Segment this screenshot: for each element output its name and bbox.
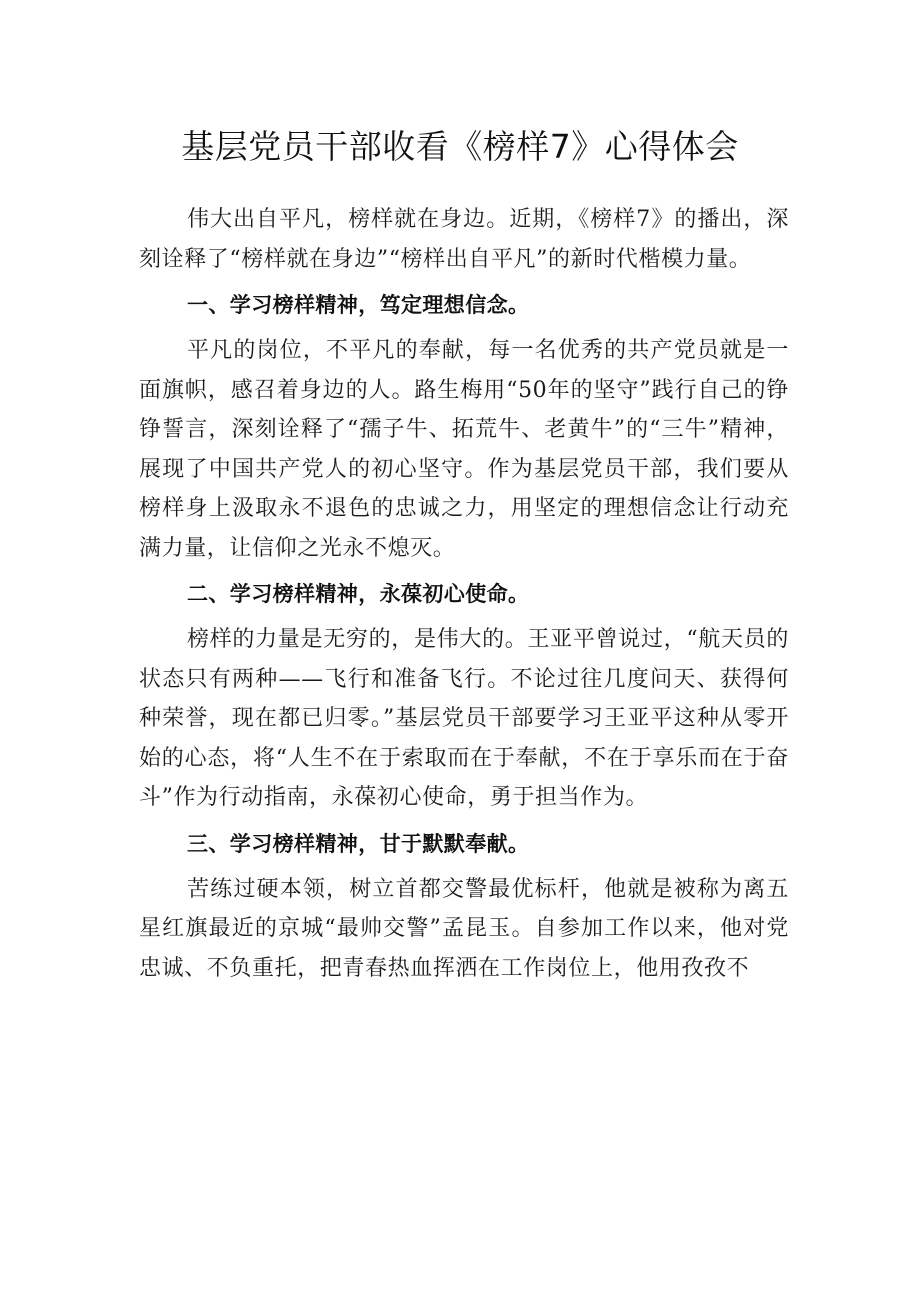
document-title: 基层党员干部收看《榜样7》心得体会 [181,127,739,166]
document-body [139,200,789,988]
section-paragraph-2: 榜样的力量是无穷的，是伟大的。王亚平曾说过，“航天员的状态只有两种——飞行和准备飞行。不论过往几度问天、获得何种荣誉，现在都已归零。”基层党员干部要学习王亚平这种从零开始的心态，将“人生不在于索取而在于奉献，不在于享乐而在于奋斗”作为行动指南，永葆初心使命，勇于担当作为。 [139,627,789,810]
section-paragraph-3: 苦练过硬本领，树立首都交警最优标杆，他就是被称为离五星红旗最近的京城“最帅交警”孟昆玉。自参加工作以来，他对党忠诚、不负重托，把青春热血挥洒在工作岗位上，他用孜孜不 [139,876,789,981]
section-paragraph-1: 平凡的岗位，不平凡的奉献，每一名优秀的共产党员就是一面旗帜，感召着身边的人。路生梅用“50年的坚守”践行自己的铮铮誓言，深刻诠释了“孺子牛、拓荒牛、老黄牛”的“三牛”精神，展现了中国共产党人的初心坚守。作为基层党员干部，我们要从榜样身上汲取永不退色的忠诚之力，用坚定的理想信念让行动充满力量，让信仰之光永不熄灭。 [139,338,789,561]
intro-paragraph: 伟大出自平凡，榜样就在身边。近期，《榜样7》的播出，深刻诠释了“榜样就在身边”“榜样出自平凡”的新时代楷模力量。 [139,207,789,272]
section-heading-3: 三、学习榜样精神，甘于默默奉献。 [187,831,530,856]
section-heading-1: 一、学习榜样精神，笃定理想信念。 [187,293,530,317]
section-heading-2: 二、学习榜样精神，永葆初心使命。 [187,582,530,606]
